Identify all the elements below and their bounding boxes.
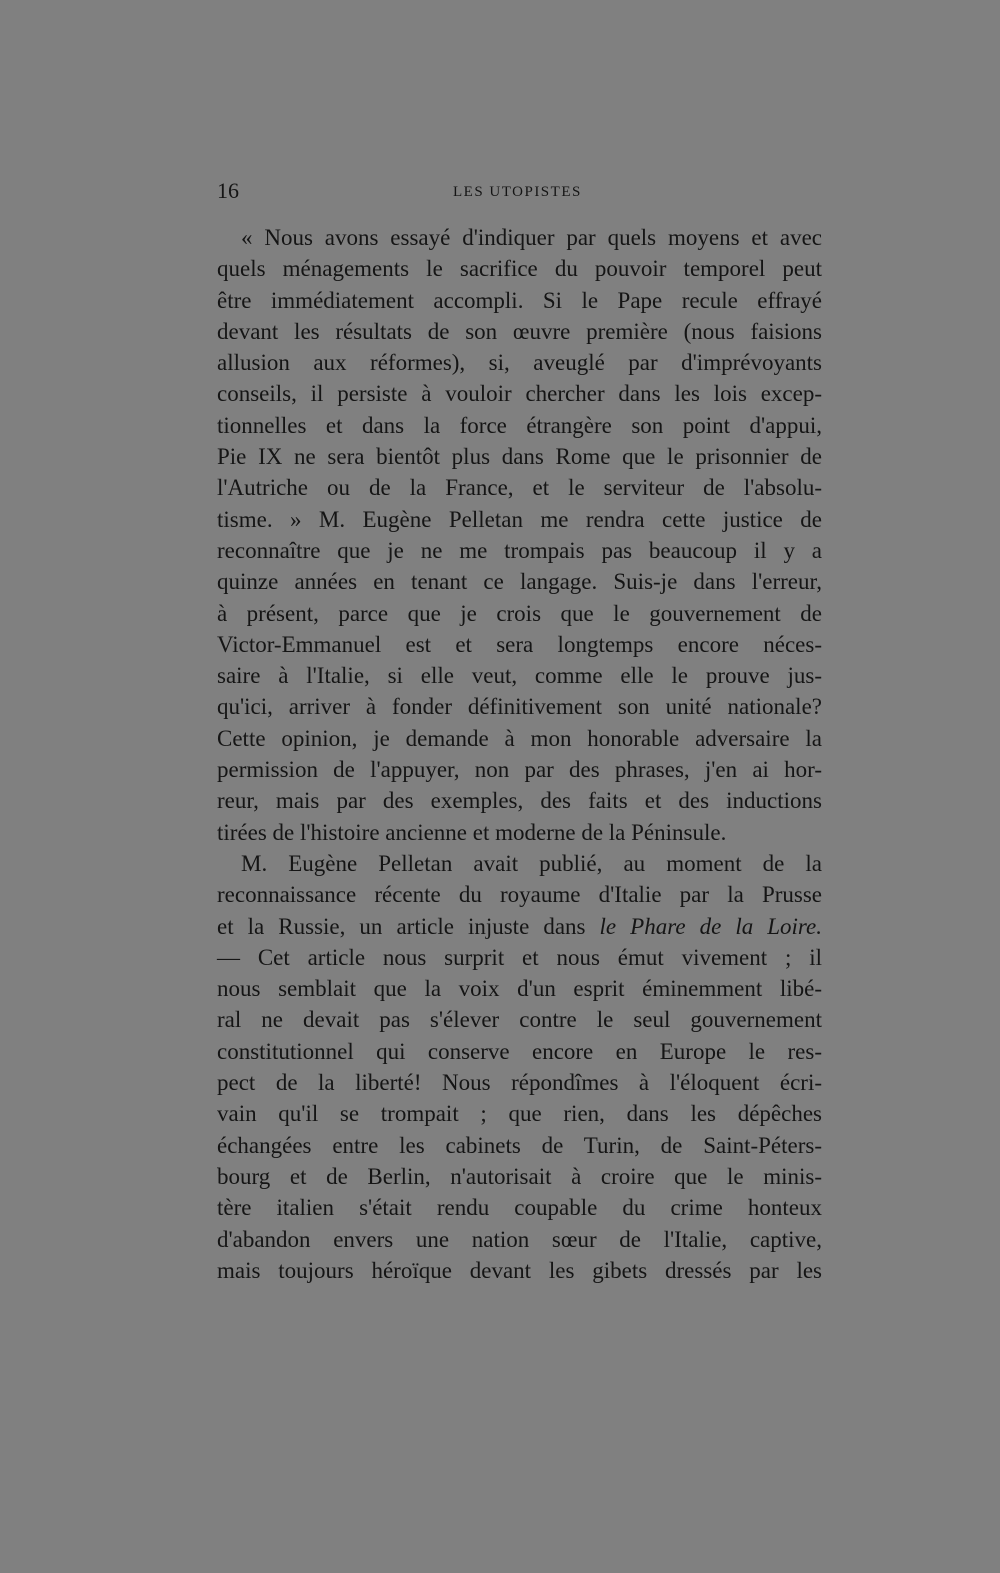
text-line: — Cet article nous surprit et nous émut vivement ; il xyxy=(217,944,822,970)
text-line: reconnaître que je ne me trompais pas beaucoup il y a xyxy=(217,537,822,563)
text-line: conseils, il persiste à vouloir chercher dans les lois excep- xyxy=(217,381,822,407)
text-line: à présent, parce que je crois que le gouvernement de xyxy=(217,600,822,626)
page-header xyxy=(217,176,822,208)
text-line: tère italien s'était rendu coupable du crime honteux xyxy=(217,1195,822,1221)
running-head: LES UTOPISTES xyxy=(453,184,582,200)
text-line: bourg et de Berlin, n'autorisait à croire que le minis- xyxy=(217,1163,822,1189)
text-line: devant les résultats de son œuvre première (nous faisions xyxy=(217,318,822,344)
text-line: d'abandon envers une nation sœur de l'Italie, captive, xyxy=(217,1226,822,1252)
text-line: ral ne devait pas s'élever contre le seul gouvernement xyxy=(217,1007,822,1033)
text-line: reconnaissance récente du royaume d'Italie par la Prusse xyxy=(217,882,822,908)
text-line: mais toujours héroïque devant les gibets dressés par les xyxy=(217,1257,822,1283)
text-line: Cette opinion, je demande à mon honorable adversaire la xyxy=(217,725,822,751)
text-line: vain qu'il se trompait ; que rien, dans les dépêches xyxy=(217,1101,822,1127)
text-segment: et la Russie, un article injuste dans xyxy=(217,913,600,939)
text-line: tirées de l'histoire ancienne et moderne de la Péninsule. xyxy=(217,819,727,845)
text-line: Pie IX ne sera bientôt plus dans Rome que le prisonnier de xyxy=(217,444,822,470)
page-number: 16 xyxy=(217,178,239,203)
text-line: reur, mais par des exemples, des faits et des inductions xyxy=(217,788,822,814)
text-line: l'Autriche ou de la France, et le serviteur de l'absolu- xyxy=(217,475,822,501)
text-line: tisme. » M. Eugène Pelletan me rendra cette justice de xyxy=(217,506,822,532)
body-text xyxy=(217,222,822,1286)
text-line: qu'ici, arriver à fonder définitivement son unité nationale? xyxy=(217,694,822,720)
text-line: « Nous avons essayé d'indiquer par quels moyens et avec xyxy=(241,225,822,250)
text-line: tionnelles et dans la force étrangère son point d'appui, xyxy=(217,412,822,438)
text-line: allusion aux réformes), si, aveuglé par d'imprévoyants xyxy=(217,350,822,376)
text-line: nous semblait que la voix d'un esprit éminemment libé- xyxy=(217,976,822,1002)
text-line-with-italic xyxy=(217,911,822,942)
text-line: échangées entre les cabinets de Turin, de Saint-Péters- xyxy=(217,1132,822,1158)
text-line: pect de la liberté! Nous répondîmes à l'éloquent écri- xyxy=(217,1070,822,1096)
text-line: saire à l'Italie, si elle veut, comme elle le prouve jus- xyxy=(217,663,822,689)
text-line: M. Eugène Pelletan avait publié, au moment de la xyxy=(241,850,822,876)
text-line: être immédiatement accompli. Si le Pape recule effrayé xyxy=(217,287,822,313)
text-line: Victor-Emmanuel est et sera longtemps encore néces- xyxy=(217,631,822,657)
newspaper-title: le Phare de la Loire. xyxy=(599,913,822,939)
text-line: constitutionnel qui conserve encore en Europe le res- xyxy=(217,1038,822,1064)
text-line: permission de l'appuyer, non par des phrases, j'en ai hor- xyxy=(217,757,822,783)
text-line: quels ménagements le sacrifice du pouvoir temporel peut xyxy=(217,256,822,282)
text-line: quinze années en tenant ce langage. Suis-je dans l'erreur, xyxy=(217,569,822,595)
